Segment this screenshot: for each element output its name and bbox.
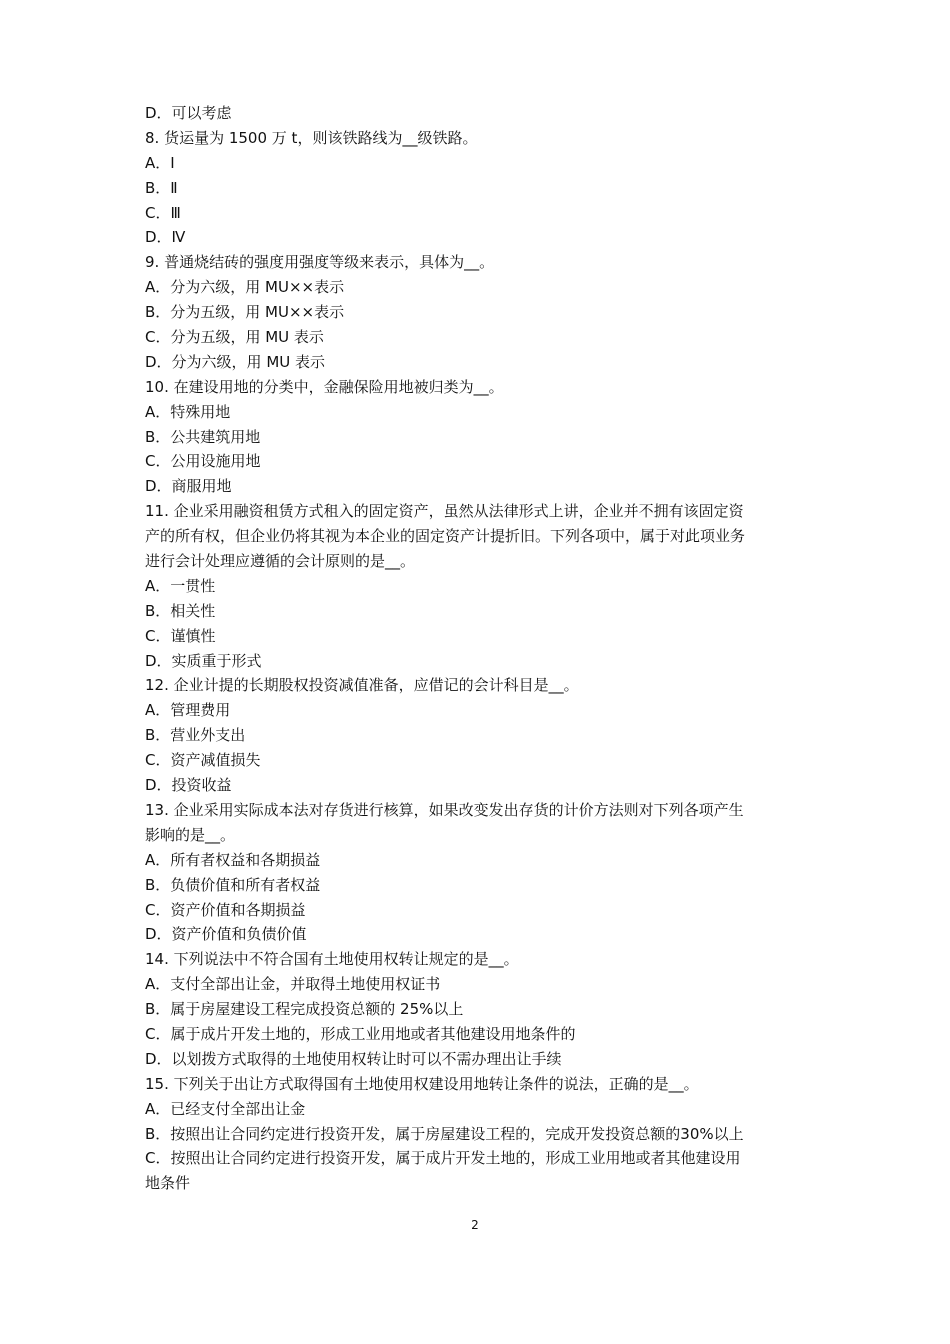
text-line: A．所有者权益和各期损益 (145, 850, 321, 869)
text-line: C．按照出让合同约定进行投资开发，属于成片开发土地的，形成工业用地或者其他建设用 (145, 1149, 741, 1168)
text-line: 9. 普通烧结砖的强度用强度等级来表示，具体为__。 (145, 253, 495, 272)
text-line: A．管理费用 (145, 701, 231, 720)
text-line: B．属于房屋建设工程完成投资总额的 25%以上 (145, 1000, 464, 1019)
text-line: 进行会计处理应遵循的会计原则的是__。 (145, 552, 416, 571)
text-line: 14. 下列说法中不符合国有土地使用权转让规定的是__。 (145, 950, 519, 969)
text-line: B．公共建筑用地 (145, 427, 261, 446)
text-line: D．投资收益 (145, 776, 232, 795)
text-line: D．可以考虑 (145, 104, 232, 122)
text-line: C．资产减值损失 (145, 751, 261, 770)
text-line: 8. 货运量为 1500 万 t，则该铁路线为__级铁路。 (145, 128, 478, 147)
text-line: B．Ⅱ (145, 178, 178, 197)
text-line: A．一贯性 (145, 576, 216, 595)
text-line: A．支付全部出让金，并取得土地使用权证书 (145, 975, 441, 994)
text-line: B．负债价值和所有者权益 (145, 875, 321, 894)
text-line: B．按照出让合同约定进行投资开发，属于房屋建设工程的，完成开发投资总额的30%以上 (145, 1124, 744, 1143)
text-line: D．分为六级，用 MU 表示 (145, 352, 326, 371)
text-line: D．商服用地 (145, 477, 232, 496)
text-line: C．公用设施用地 (145, 452, 261, 471)
text-line: A．已经支付全部出让金 (145, 1099, 306, 1118)
text-line: B．营业外支出 (145, 726, 246, 745)
text-line: B．相关性 (145, 601, 216, 620)
text-line: C．Ⅲ (145, 203, 181, 222)
page-number: 2 (471, 1218, 479, 1232)
text-line: C．谨慎性 (145, 626, 216, 645)
text-line: D．资产价值和负债价值 (145, 925, 307, 944)
text-line: C．属于成片开发土地的，形成工业用地或者其他建设用地条件的 (145, 1024, 576, 1043)
text-line: 地条件 (145, 1174, 191, 1193)
text-line: C．分为五级，用 MU 表示 (145, 328, 324, 347)
text-line: 产的所有权，但企业仍将其视为本企业的固定资产计提折旧。下列各项中，属于对此项业务 (145, 527, 746, 546)
text-line: 13. 企业采用实际成本法对存货进行核算，如果改变发出存货的计价方法则对下列各项产生 (145, 800, 744, 819)
text-line: 影响的是__。 (145, 825, 236, 844)
text-line: A．特殊用地 (145, 402, 231, 421)
text-line: 10. 在建设用地的分类中，金融保险用地被归类为__。 (145, 377, 504, 396)
text-line: A．Ⅰ (145, 153, 175, 172)
text-line: 11. 企业采用融资租赁方式租入的固定资产，虽然从法律形式上讲，企业并不拥有该固定资 (145, 502, 744, 521)
text-line: D．Ⅳ (145, 228, 186, 247)
text-line: B．分为五级，用 MU××表示 (145, 303, 345, 322)
text-line: 12. 企业计提的长期股权投资减值准备，应借记的会计科目是__。 (145, 676, 579, 695)
text-line: C．资产价值和各期损益 (145, 900, 306, 919)
text-line: D．以划拨方式取得的土地使用权转让时可以不需办理出让手续 (145, 1049, 562, 1068)
text-line: D．实质重于形式 (145, 651, 262, 670)
text-line: A．分为六级，用 MU××表示 (145, 278, 345, 297)
text-line: 15. 下列关于出让方式取得国有土地使用权建设用地转让条件的说法，正确的是__。 (145, 1074, 699, 1093)
document-body (145, 101, 817, 1196)
